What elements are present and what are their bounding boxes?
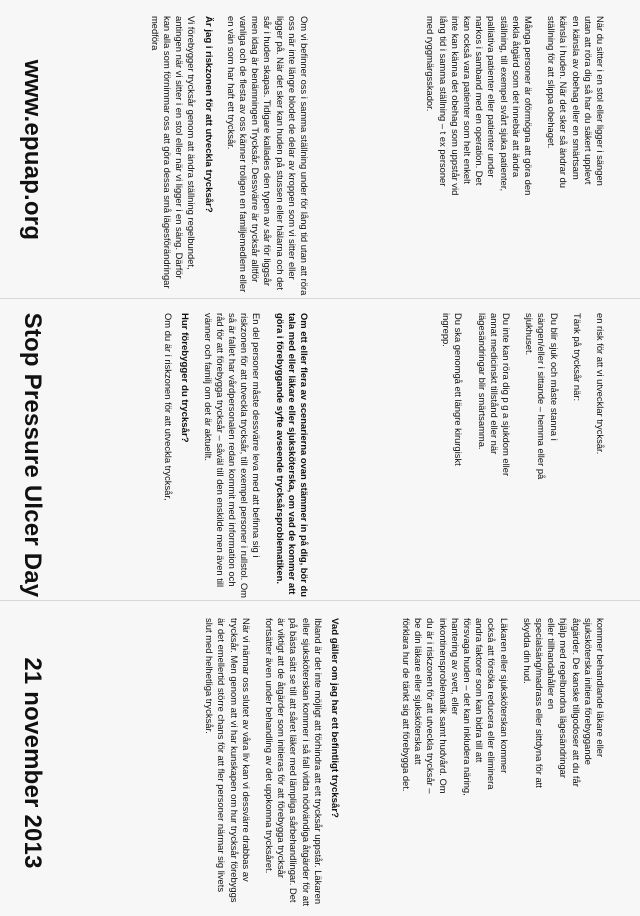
paragraph: kommer behandlande läkare eller sjuksköterska initiera förebyggande åtgärder. De kanske tillgodoser att du får hjälp med regelbundna lägesändringar eller tillhandahåller en specialsäng/madrass eller sittdyna för att skydda din hud.	[521, 618, 606, 788]
text-column	[192, 618, 340, 908]
text-column	[413, 16, 606, 196]
text-column	[138, 16, 310, 296]
paragraph: Många personer är oförmögna att göra den enkla åtgärd som det innebär att ändra ställning, till exempel svårt sjuka patienter, palliativa patienter eller patienter under narkos i samband med en operation. Det kan också vara patienter som helt enkelt inte kan känna det obehag som uppstår vid lång tid i samma ställning – t ex personer med ryggmärgsskador.	[425, 16, 534, 196]
section-heading: Är jag i riskzonen för att utveckla trycksår?	[202, 16, 214, 213]
paragraph: Tänk på trycksår när:	[571, 313, 583, 402]
paragraph: Vi förebygger trycksår genom att ändra ställning regelbundet, antingen när vi sitter i en stol eller när vi ligger i en säng. Därför kan alla som förnimmar oss att göra dessa små lägesförändringar medföra	[149, 16, 198, 289]
panel-middle	[0, 305, 640, 605]
paragraph: Du inte kan röra dig p g a sjukdom eller annat medicinskt tillstånd eller när lägesändringar blir smärtsamma.	[476, 313, 512, 477]
text-column	[429, 313, 606, 493]
panel-left	[0, 0, 640, 300]
paragraph: Läkaren eller sjuksköterskan kommer också att försöka reducera eller eliminera andra faktorer som kan bidra till att försvaga huden – det kan inkludera näring, hantering av svett, eller inkontinensproblematik samt hudvård. Om du är i riskzonen för att utveckla trycksår – be din läkare eller sjuksköterska att förklara hur de tänkt sig att förebygga det.	[400, 618, 510, 796]
paragraph: Ibland är det inte möjligt att förhindra att ett trycksår uppstår. Läkaren eller sjuksköterskan kommer i så fall vidta nödvändiga åtgärder för att på bästa sätt se till att såret läker med lämpliga sårbehandlingar. Det är viktigt att de åtgärder som initieras för att förebygga trycksår fortsätter även under behandling av det uppkomna trycksåret.	[263, 618, 324, 907]
paragraph: När vi närmar oss slutet av våra liv kan vi dessvärre drabbas av trycksår. Men genom att vi har kunskapen om hur trycksår förebyggs är det emellertid större chans för att fler personer närmar sig livets slut med helhetliga trycksår.	[204, 618, 252, 903]
bold-paragraph: Om ett eller flera av scenarierna ovan stämmer in på dig, bör du tala med eller läkare eller sjuksköterska, om vad de kommer att göra i förebyggande syfte avseende trycksårsproblematiken.	[274, 313, 310, 597]
paragraph: en risk för att vi utvecklar trycksår.	[595, 313, 606, 455]
paragraph: När du sitter i en stol eller ligger i sängen utan att röra dig så har du säkert upplevt en känsla av obehag eller en smärtsam känsla i huden. När det sker så ändrar du ställning för att slippa obehaget.	[546, 16, 606, 188]
paragraph: Du blir sjuk och måste stanna i sängen/eller i sittande – hemma eller på sjukhuset.	[524, 313, 560, 480]
text-column	[389, 618, 606, 798]
event-title: Stop Pressure Ulcer Day	[19, 312, 46, 598]
paragraph: Du ska genomgå ett längre kirurgiskt ingrepp.	[441, 313, 465, 466]
paragraph: Om vi befinner oss i samma ställning under för lång tid utan att röra oss när inte längre blodet de delar av kroppen som vi sitter eller ligger på. När det sker kan huden på stussen eller hälarna och det sår i huden skapas. Tidigare kallades den typen av sår för liggsår men idag är benämningen Trycksår. Dessvärre är trycksår alltför vanliga och de flesta av oss känner troligen en familjemedlem eller en vän som har haft ett trycksår.	[225, 16, 310, 296]
section-heading: Hur förebygger du trycksår?	[179, 313, 191, 443]
text-column	[151, 313, 310, 598]
paragraph: En del personer måste dessvärre leva med att befinna sig i riskzonen för att utveckla trycksår, till exempel personer i rullstol. Om så är fallet har vårdpersonalen redan kommit med information och råd för att förebygga trycksår – såväl till den enskilde men även till vänner och familj om det är aktuellt.	[202, 313, 263, 598]
website-link[interactable]: www.epuap.org	[19, 59, 46, 241]
paragraph: Om du är i riskzonen för att utveckla trycksår,	[163, 313, 175, 501]
section-heading: Vad gäller om jag har ett befintligt trycksår?	[329, 618, 340, 818]
event-date: 21 november 2013	[19, 657, 46, 869]
